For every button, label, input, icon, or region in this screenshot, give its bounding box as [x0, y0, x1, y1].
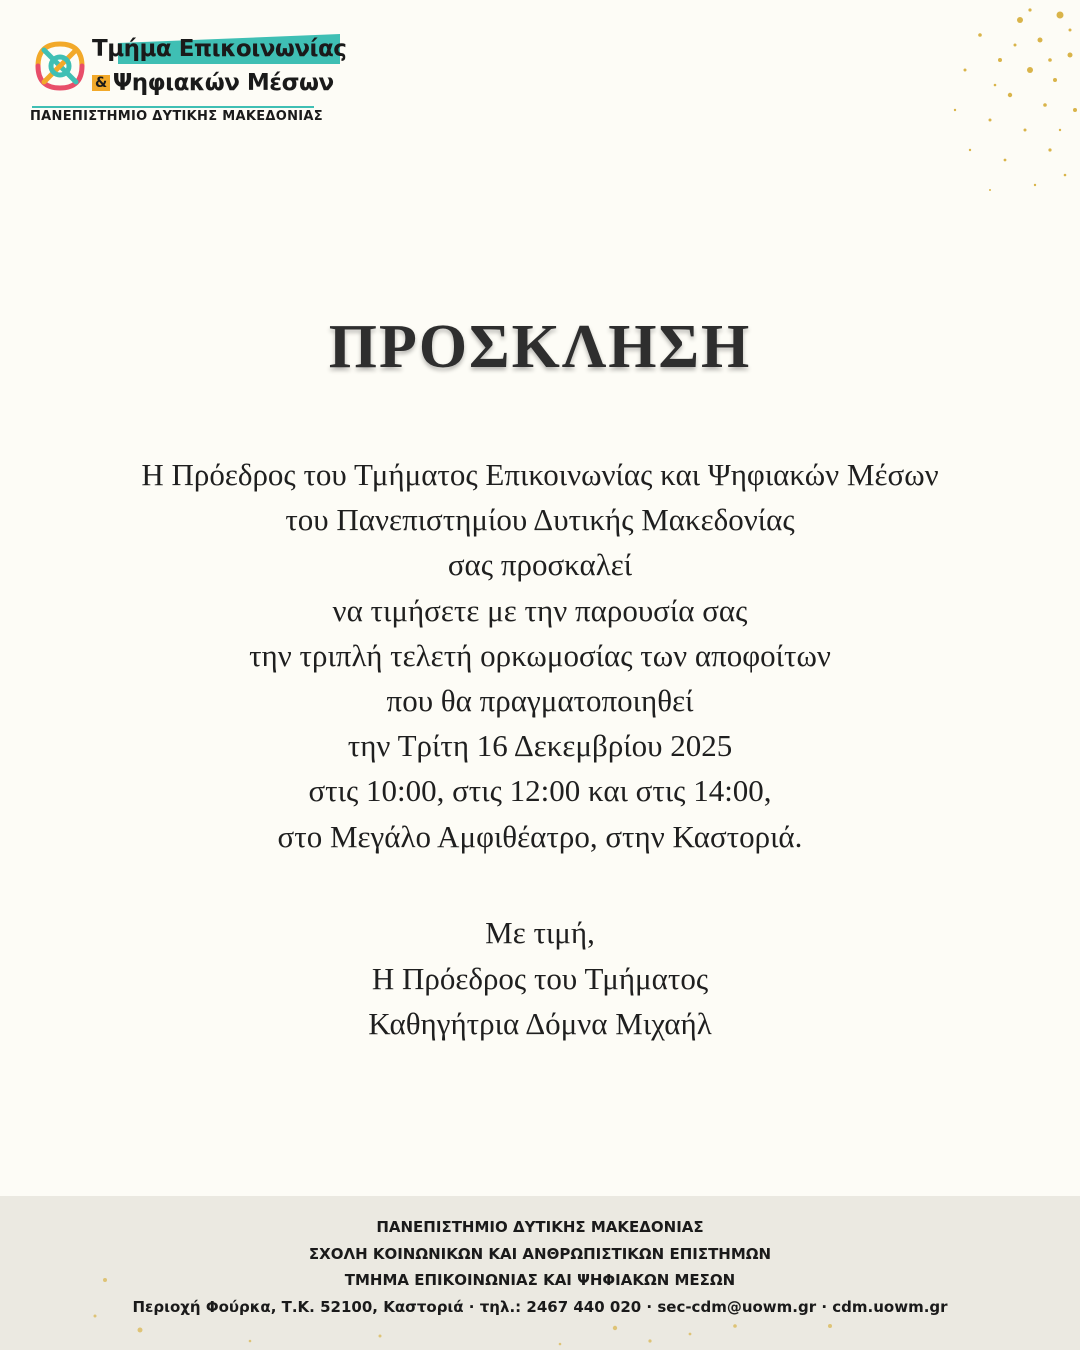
body-line: που θα πραγματοποιηθεί: [386, 683, 694, 719]
invitation-body: [0, 452, 1080, 859]
event-times-line: στις 10:00, στις 12:00 και στις 14:00,: [308, 773, 772, 809]
knot-logo-icon: [30, 36, 90, 96]
closing-role: Η Πρόεδρος του Τμήματος: [371, 960, 709, 996]
body-line: σας προσκαλεί: [447, 547, 633, 583]
footer: [0, 1196, 1080, 1350]
invitation-closing: [0, 910, 1080, 1047]
gold-sparkle-decoration: [870, 0, 1080, 210]
logo-department-name-line2: [92, 70, 334, 96]
footer-department: ΤΜΗΜΑ ΕΠΙΚΟΙΝΩΝΙΑΣ ΚΑΙ ΨΗΦΙΑΚΩΝ ΜΕΣΩΝ: [344, 1271, 736, 1289]
logo-department-name-line2-text: Ψηφιακών Μέσων: [112, 70, 334, 96]
department-logo: [28, 32, 347, 132]
invitation-title: ΠΡΟΣΚΛΗΣΗ: [328, 313, 752, 381]
logo-underline: [32, 96, 314, 108]
logo-ampersand: &: [92, 75, 110, 91]
body-line: την τριπλή τελετή ορκωμοσίας των αποφοίτων: [249, 637, 831, 673]
closing-salutation: Με τιμή,: [485, 915, 595, 950]
body-line: του Πανεπιστημίου Δυτικής Μακεδονίας: [285, 502, 795, 538]
closing-signatory-name: Καθηγήτρια Δόμνα Μιχαήλ: [368, 1006, 712, 1041]
logo-department-name-line1: Τμήμα Επικοινωνίας: [92, 36, 347, 62]
footer-school: ΣΧΟΛΗ ΚΟΙΝΩΝΙΚΩΝ ΚΑΙ ΑΝΘΡΩΠΙΣΤΙΚΩΝ ΕΠΙΣΤΗΜΩΝ: [308, 1244, 772, 1263]
footer-university: ΠΑΝΕΠΙΣΤΗΜΙΟ ΔΥΤΙΚΗΣ ΜΑΚΕΔΟΝΙΑΣ: [376, 1218, 704, 1236]
event-venue-line: στο Μεγάλο Αμφιθέατρο, στην Καστοριά.: [277, 818, 803, 854]
logo-university-name: ΠΑΝΕΠΙΣΤΗΜΙΟ ΔΥΤΙΚΗΣ ΜΑΚΕΔΟΝΙΑΣ: [30, 109, 323, 124]
event-date-line: την Τρίτη 16 Δεκεμβρίου 2025: [347, 728, 733, 764]
body-line: να τιμήσετε με την παρουσία σας: [332, 592, 748, 628]
footer-address-contact: Περιοχή Φούρκα, Τ.Κ. 52100, Καστοριά · τηλ.: 2467 440 020 · sec-cdm@uowm.gr · cdm.uowm.gr: [132, 1297, 948, 1316]
body-line: Η Πρόεδρος του Τμήματος Επικοινωνίας και Ψηφιακών Μέσων: [141, 457, 939, 492]
footer-contact-block: [0, 1214, 1080, 1320]
